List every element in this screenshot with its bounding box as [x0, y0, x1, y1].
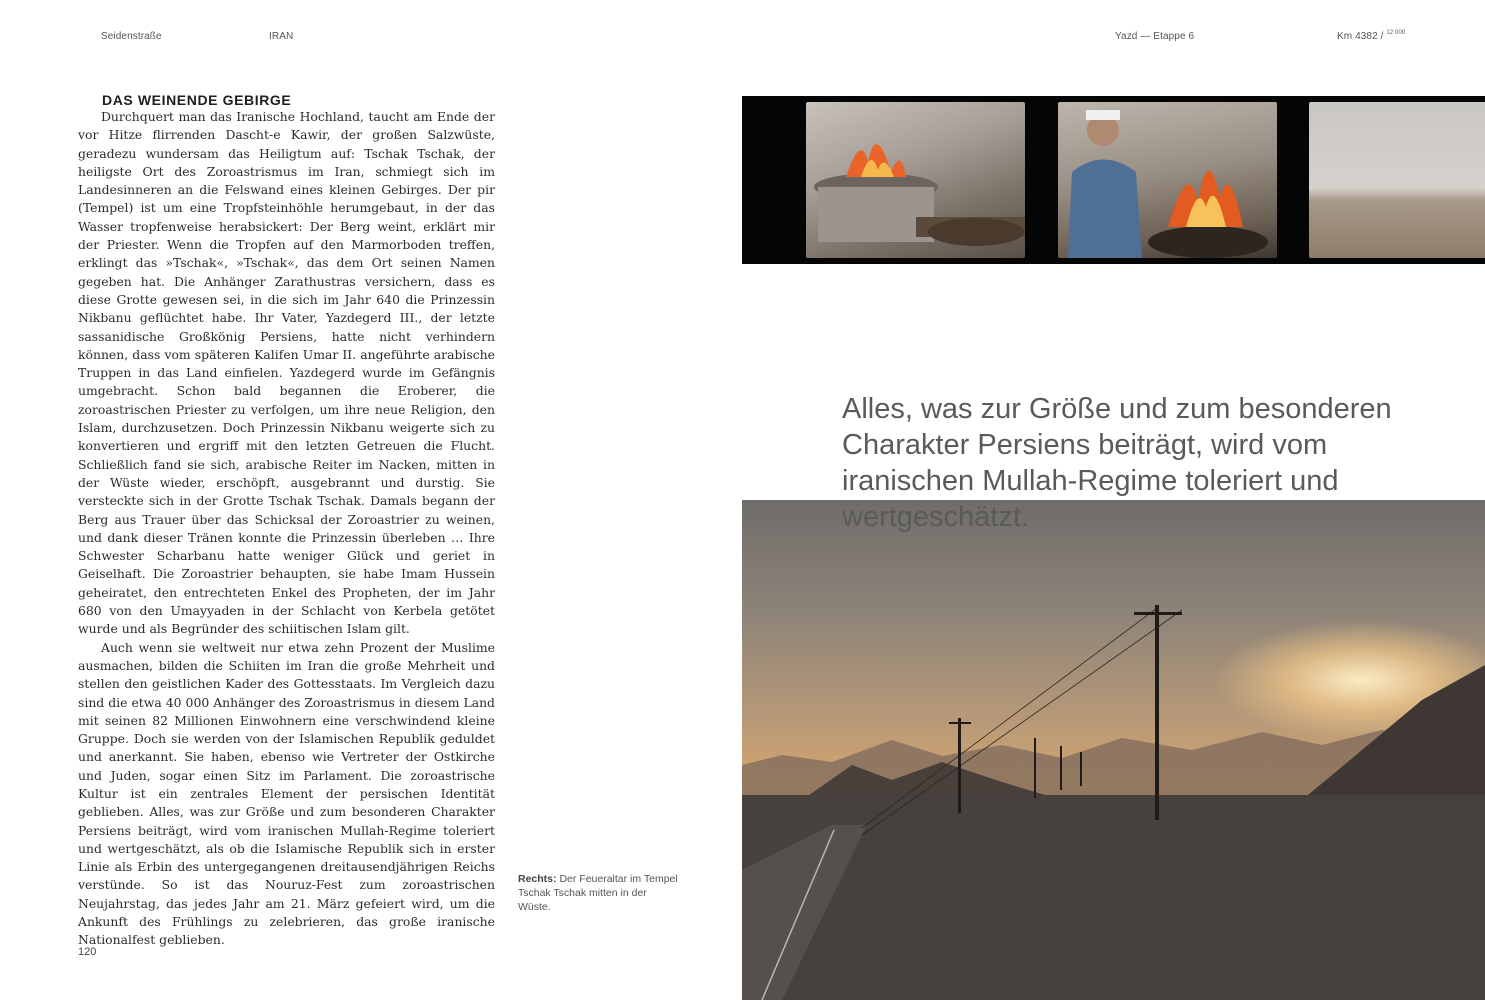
section-title: DAS WEINENDE GEBIRGE [102, 92, 292, 108]
km-total: 12 000 [1386, 30, 1406, 36]
running-head-left: Seidenstraße [101, 31, 162, 42]
running-head-km [1337, 31, 1405, 42]
running-head-stage: Yazd — Etappe 6 [1115, 31, 1195, 42]
priest-illustration [1058, 102, 1277, 258]
running-head-country: IRAN [269, 31, 294, 42]
pull-quote: Alles, was zur Größe und zum besonderen Charakter Persiens beiträgt, wird vom iranischen Mullah-Regime toleriert und wertgeschätzt. [842, 393, 1392, 533]
photo-caption [518, 872, 678, 914]
fire-altar-illustration [806, 102, 1025, 258]
article-paragraph-2: Auch wenn sie weltweit nur etwa zehn Prozent der Muslime ausmachen, bilden die Schiiten im Iran die große Mehrheit und stellen den geistlichen Kader des Gottesstaats. Im Vergleich dazu sind die etwa 40 000 Anhänger des Zoroastrismus in diesem Land mit seinen 82 Millionen Einwohnern eine verschwindend kleine Gruppe. Doch sie werden von der Islamischen Republik geduldet und anerkannt. Sie haben, ebenso wie Vertreter der Ostkirche und Juden, sogar einen Sitz im Parlament. Die zoroastrische Kultur ist ein zentrales Element der persischen Identität geblieben. Alles, was zur Größe und zum besonderen Charakter Persiens beiträgt, wird vom iranischen Mullah-Regime toleriert und wertgeschätzt, als ob die Islamische Republik sich in erster Linie als Erbin des untergegangenen dreitausendjährigen Reichs verstünde. So ist das Nouruz-Fest zum zoroastrischen Neujahrstag, das jedes Jahr am 21. März gefeiert wird, um die Ankunft des Frühlings zu zelebrieren, das große iranische Nationalfest geblieben. [78, 639, 495, 948]
photo-strip [742, 96, 1485, 264]
desert-photo [1309, 102, 1485, 258]
page-number: 120 [78, 946, 97, 958]
article-paragraph-1: Durchquert man das Iranische Hochland, taucht am Ende der vor Hitze flirrenden Dascht-e Kawir, der großen Salzwüste, geradezu wundersam das Heiligtum auf: Tschak Tschak, der heiligste Ort des Zoroastrismus im Iran, schmiegt sich im Landesinneren an die Felswand eines kleinen Gebirges. Der pir (Tempel) ist um eine Tropfsteinhöhle herumgebaut, in der das Wasser tropfenweise herabsickert: Der Berg weint, erklärt mir der Priester. Wenn die Tropfen auf den Marmorboden treffen, erklingt das »Tschak«, »Tschak«, das dem Ort seinen Namen gegeben hat. Die Anhänger Zarathustras versichern, dass es diese Grotte gewesen sei, in die sich im Jahr 640 die Prinzessin Nikbanu geflüchtet habe. Ihr Vater, Yazdegerd III., der letzte sassanidische Großkönig Persiens, hatte nicht verhindern können, dass vom späteren Kalifen Umar II. angeführte arabische Truppen in das Land einfielen. Yazdegerd wurde im Gefängnis umgebracht. Schon bald begannen die Eroberer, die zoroastrischen Priester zu verfolgen, um ihre neue Religion, den Islam, durchzusetzen. Doch Prinzessin Nikbanu weigerte sich zu konvertieren und ergriff mit den letzten Getreuen die Flucht. Schließlich fand sie sich, arabische Reiter im Nacken, mitten in der Wüste wieder, erschöpft, ausgebrannt und durstig. Sie versteckte sich in der Grotte Tschak Tschak. Damals begann der Berg aus Trauer über das Schicksal der Zoroastrier zu weinen, und dank dieser Tränen konnte die Prinzessin überleben … Ihre Schwester Scharbanu hatte weniger Glück und geriet in Geiselhaft. Die Zoroastrier behaupten, sie habe Imam Hussein geheiratet, den entrechteten Enkel des Propheten, der im Jahr 680 von den Umayyaden in der Schlacht von Kerbela getötet wurde und als Begründer des schiitischen Islam gilt. [78, 109, 495, 637]
desert-road-photo [742, 500, 1485, 1000]
fire-altar-photo [806, 102, 1025, 258]
caption-label: Rechts: [518, 873, 557, 885]
desert-road-illustration [742, 500, 1485, 1000]
priest-photo [1058, 102, 1277, 258]
caption-text: Der Feueraltar im Tempel Tschak Tschak mitten in der Wüste. [518, 873, 678, 913]
km-value: Km 4382 / [1337, 31, 1384, 42]
article-body [78, 108, 495, 950]
